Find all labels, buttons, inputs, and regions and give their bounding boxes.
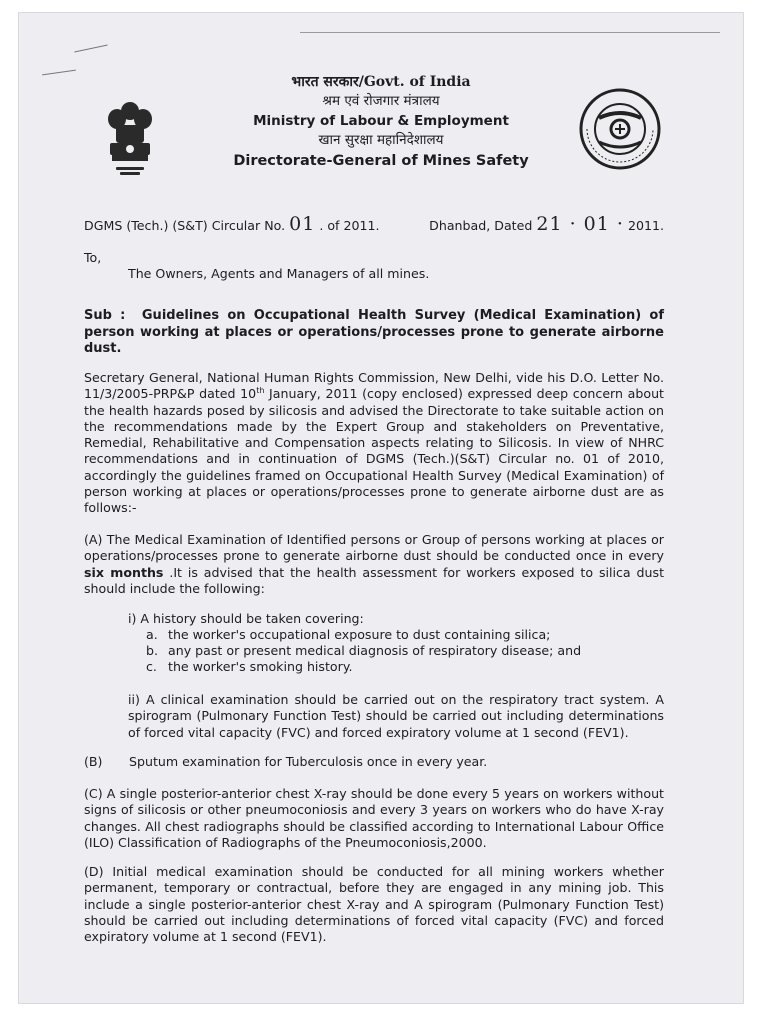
scan-mark <box>300 32 720 33</box>
circular-prefix: DGMS (Tech.) (S&T) Circular No. <box>84 218 286 233</box>
letterhead <box>18 72 744 172</box>
para-a-text-part1: (A) The Medical Examination of Identified persons or Group of persons working at places or operations/processes prone to generate airborne dust should be conducted once in every <box>84 532 664 564</box>
item-ii: ii) A clinical examination should be carried out on the respiratory tract system. A spirogram (Pulmonary Function Test) should be carried out including determinations of forced vital capacity (FVC) and forced expiratory volume at 1 second (FEV1). <box>128 692 664 740</box>
para-a-bold: six months <box>84 564 164 580</box>
list-item <box>146 659 352 675</box>
paragraph-d: (D) Initial medical examination should be conducted for all mining workers whether permanent, temporary or contractual, before they are engaged in any mining job. This include a single posterior-anterior chest X-ray and A spirogram (Pulmonary Function Test) should be carried out including determinations of forced vital capacity (FVC) and forced expiratory volume at 1 second (FEV1). <box>84 864 664 945</box>
document-page <box>18 12 744 1004</box>
list-item <box>146 643 581 659</box>
subject <box>84 308 664 358</box>
ministry-hindi-line: श्रम एवं रोजगार मंत्रालय <box>322 93 440 109</box>
recipients: The Owners, Agents and Managers of all mines. <box>128 266 430 281</box>
paragraph-c: (C) A single posterior-anterior chest X-ray should be done every 5 years on workers without signs of silicosis or other pneumoconiosis and every 3 years on workers who do have X-ray changes. All chest radiographs should be classified according to International Labour Office (ILO) Classification of Radiographs of the Pneumoconiosis,2000. <box>84 786 664 850</box>
circular-suffix: . of 2011. <box>319 218 380 233</box>
list-item <box>146 627 550 643</box>
para-a-text-part2: .It is advised that the health assessment for workers exposed to silica dust should include the following: <box>84 564 665 596</box>
list-item-letter: c. <box>146 659 157 674</box>
directorate-name: Directorate-General of Mines Safety <box>233 153 529 169</box>
intro-paragraph <box>84 370 664 517</box>
govt-of-india-line: भारत सरकार/Govt. of India <box>291 74 471 90</box>
handwritten-date: 21 · 01 · <box>536 213 624 235</box>
ministry-name: Ministry of Labour & Employment <box>253 113 509 129</box>
circular-reference <box>84 213 664 235</box>
intro-superscript: th <box>256 386 265 396</box>
subject-text: Guidelines on Occupational Health Survey (Medical Examination) of person working at places or operations/processes prone to generate airborne dust. <box>84 308 664 356</box>
date-year: 2011. <box>627 218 664 233</box>
list-item-text: any past or present medical diagnosis of respiratory disease; and <box>168 643 582 658</box>
list-item-text: the worker's smoking history. <box>168 659 353 674</box>
intro-text-part2: January, 2011 (copy enclosed) expressed deep concern about the health hazards posed by silicosis and advised the Directorate to take suitable action on the recommendations made by the Expert Group and stakeholders on Preventative, Remedial, Rehabilitative and Compensation aspects relating to Silicosis. In view of NHRC recommendations and in continuation of DGMS (Tech.)(S&T) Circular no. 01 of 2010, accordingly the guidelines framed on Occupational Health Survey (Medical Examination) of person working at places or operations/processes prone to generate airborne dust are as follows:- <box>84 386 664 516</box>
place-date <box>429 213 664 235</box>
subject-label: Sub : <box>84 308 126 323</box>
list-item-text: the worker's occupational exposure to dust containing silica; <box>168 627 551 642</box>
intro-text-part1: Secretary General, National Human Rights Commission, New Delhi, vide his D.O. Letter No. 11/3/2005-PRP&P dated 10 <box>84 370 664 402</box>
circular-number: 01 <box>289 213 316 235</box>
para-b-label: (B) <box>84 754 103 769</box>
to-label: To, <box>84 250 102 265</box>
paragraph-b <box>84 754 487 770</box>
scan-mark <box>74 44 107 52</box>
list-item-letter: b. <box>146 643 158 658</box>
list-item-letter: a. <box>146 627 158 642</box>
item-i: i) A history should be taken covering: <box>128 611 364 626</box>
paragraph-a <box>84 532 664 597</box>
directorate-hindi-line: खान सुरक्षा महानिदेशालय <box>318 132 444 148</box>
para-b-text: Sputum examination for Tuberculosis once in every year. <box>129 754 488 769</box>
place-date-prefix: Dhanbad, Dated <box>429 218 533 233</box>
